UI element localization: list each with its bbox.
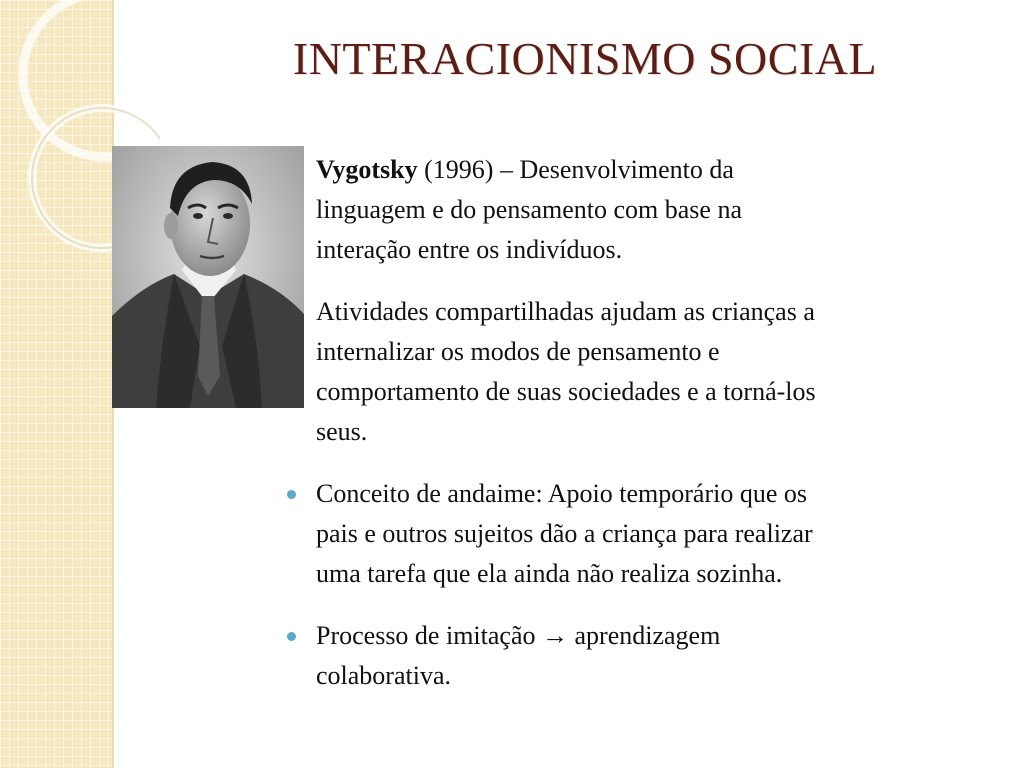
bullet-2-line-2: colaborativa. <box>316 661 451 690</box>
activities-line-2: internalizar os modos de pensamento e <box>316 337 720 366</box>
bullet-2-line-1: Processo de imitação → aprendizagem <box>316 621 721 650</box>
intro-line-1: (1996) – Desenvolvimento da <box>417 155 734 184</box>
author-name: Vygotsky <box>316 155 418 184</box>
bullet-dot-icon <box>287 632 296 641</box>
bullet-1-line-2: pais e outros sujeitos dão a criança para realizar <box>316 519 813 548</box>
slide-title: INTERACIONISMO SOCIAL <box>292 33 878 84</box>
activities-paragraph <box>316 292 992 452</box>
bullet-imitation <box>316 616 992 696</box>
portrait-photo <box>112 146 304 408</box>
intro-paragraph <box>316 150 992 270</box>
bullet-1-line-3: uma tarefa que ela ainda não realiza sozinha. <box>316 559 783 588</box>
activities-line-4: seus. <box>316 417 368 446</box>
activities-line-1: Atividades compartilhadas ajudam as crianças a <box>316 297 815 326</box>
slide-content <box>316 150 992 718</box>
intro-line-2: linguagem e do pensamento com base na <box>316 195 742 224</box>
bullet-scaffolding <box>316 474 992 594</box>
bullet-dot-icon <box>287 490 296 499</box>
bullet-1-line-1: Conceito de andaime: Apoio temporário que os <box>316 479 807 508</box>
activities-line-3: comportamento de suas sociedades e a torná-los <box>316 377 816 406</box>
intro-line-3: interação entre os indivíduos. <box>316 235 623 264</box>
